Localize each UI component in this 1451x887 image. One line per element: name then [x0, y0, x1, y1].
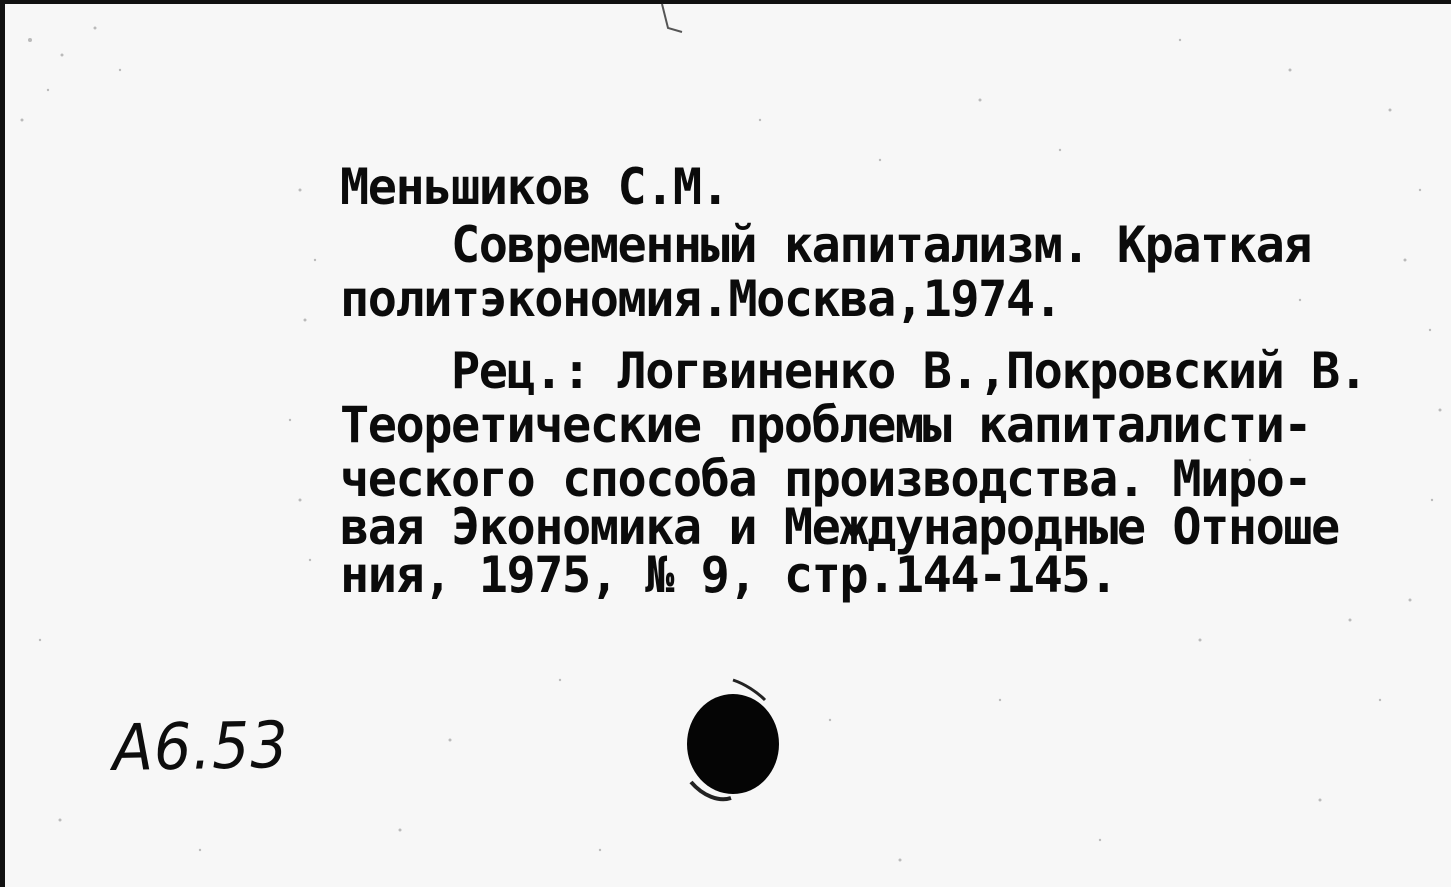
review-line-2: Теоретические проблемы капиталисти-: [340, 396, 1312, 454]
review-line-1: Рец.: Логвиненко В.,Покровский В.: [340, 342, 1367, 400]
review-line-5: ния, 1975, № 9, стр.144-145.: [340, 546, 1117, 604]
author-heading: Меньшиков С.М.: [340, 158, 729, 216]
book-title-line-2: политэкономия.Москва,1974.: [340, 270, 1062, 328]
punch-hole-icon: [685, 678, 785, 804]
review-line-3: ческого способа производства. Миро-: [340, 450, 1312, 508]
book-title-line-1: Современный капитализм. Краткая: [340, 216, 1312, 274]
handwritten-call-number: А6.53: [112, 708, 290, 786]
review-line-4: вая Экономика и Международные Отноше: [340, 498, 1339, 556]
